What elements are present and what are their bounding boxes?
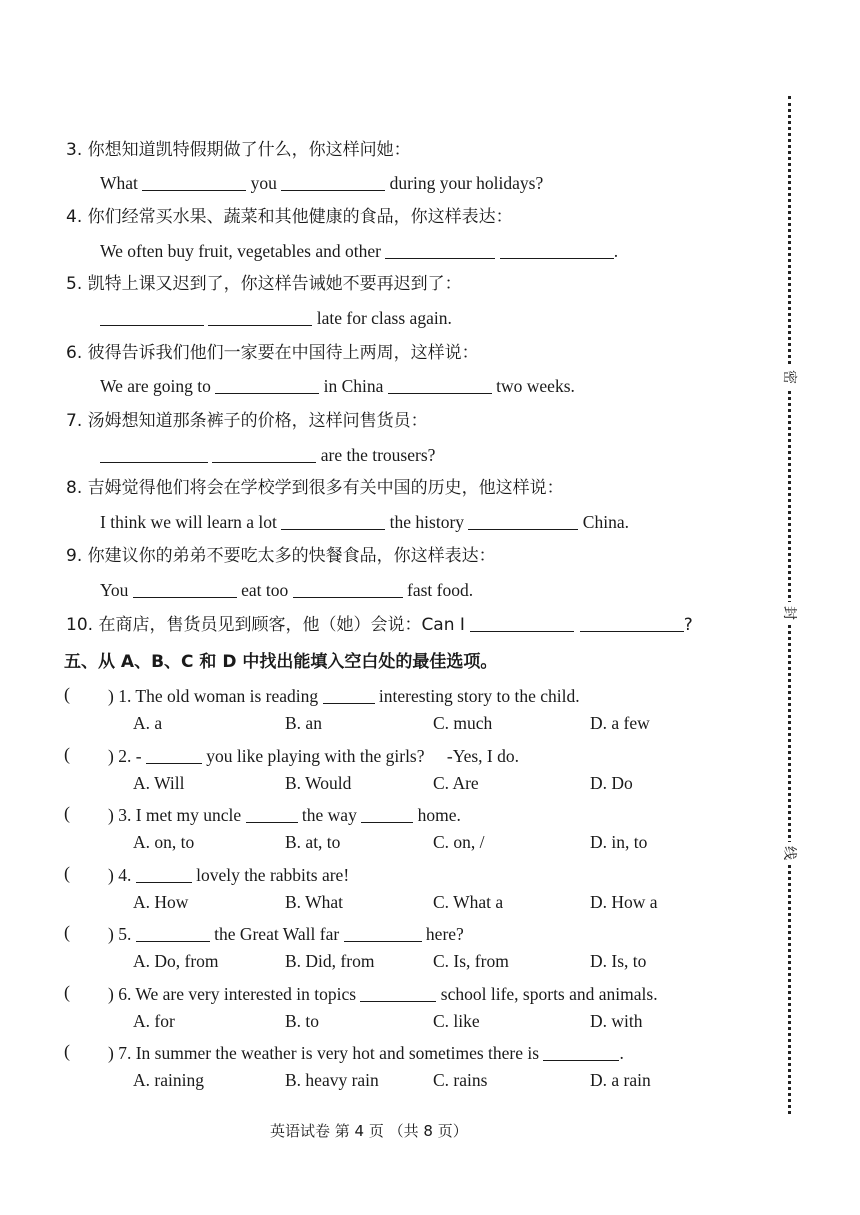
option-c[interactable]: C. Are: [433, 773, 479, 793]
mc-stem-a: 3. I met my uncle: [118, 805, 242, 825]
mc-stem-b: interesting story to the child.: [378, 686, 580, 706]
mc-blank-2[interactable]: [361, 806, 413, 823]
mc-stem-a: 4.: [118, 865, 132, 885]
q7-sentence: [100, 443, 435, 467]
q10-blank-1[interactable]: [470, 615, 574, 632]
q4-blank-1[interactable]: [385, 242, 495, 259]
q6-text-b: in China: [323, 376, 384, 396]
option-a[interactable]: A. on, to: [133, 832, 195, 852]
mc-blank-1[interactable]: [146, 747, 202, 764]
q3-text-c: during your holidays?: [389, 173, 544, 193]
q9-prompt: 9. 你建议你的弟弟不要吃太多的快餐食品，你这样表达：: [66, 546, 496, 566]
option-b[interactable]: B. to: [285, 1011, 320, 1031]
side-label-seal-2: 封: [778, 602, 800, 624]
answer-paren-open: (: [64, 922, 70, 942]
answer-paren-close: ): [108, 1043, 114, 1063]
answer-paren-close: ): [108, 686, 114, 706]
option-c[interactable]: C. on, /: [433, 832, 485, 852]
option-c[interactable]: C. rains: [433, 1070, 488, 1090]
option-a[interactable]: A. raining: [133, 1070, 204, 1090]
mc-question-2: [108, 744, 519, 768]
side-label-seal: 密: [778, 366, 800, 388]
option-d[interactable]: D. in, to: [590, 832, 648, 852]
mc-question-3: [108, 803, 461, 827]
option-c[interactable]: C. What a: [433, 892, 504, 912]
q10-prompt: [66, 613, 693, 637]
q7-blank-2[interactable]: [212, 446, 316, 463]
q6-blank-2[interactable]: [388, 377, 492, 394]
q8-blank-1[interactable]: [281, 513, 385, 530]
mc-stem-a: 1. The old woman is reading: [118, 686, 319, 706]
q4-sentence: [100, 239, 618, 263]
q4-text-a: We often buy fruit, vegetables and other: [100, 241, 381, 261]
q3-text-a: What: [100, 173, 138, 193]
answer-slot[interactable]: [76, 922, 106, 944]
mc-question-5: [108, 922, 464, 946]
option-d[interactable]: D. with: [590, 1011, 643, 1031]
mc-stem-b: the way: [301, 805, 357, 825]
answer-paren-open: (: [64, 684, 70, 704]
answer-slot[interactable]: [76, 863, 106, 885]
mc-question-4: [108, 863, 349, 887]
q5-prompt: 5. 凯特上课又迟到了，你这样告诫她不要再迟到了：: [66, 274, 462, 294]
mc-blank-1[interactable]: [136, 925, 210, 942]
option-c[interactable]: C. like: [433, 1011, 480, 1031]
q10-blank-2[interactable]: [580, 615, 684, 632]
option-b[interactable]: B. Did, from: [285, 951, 375, 971]
option-a[interactable]: A. How: [133, 892, 189, 912]
option-c[interactable]: C. much: [433, 713, 493, 733]
q4-prompt: 4. 你们经常买水果、蔬菜和其他健康的食品，你这样表达：: [66, 207, 513, 227]
q3-blank-1[interactable]: [142, 174, 246, 191]
answer-slot[interactable]: [76, 1041, 106, 1063]
option-b[interactable]: B. at, to: [285, 832, 341, 852]
option-d[interactable]: D. Is, to: [590, 951, 647, 971]
q8-text-c: China.: [582, 512, 629, 532]
mc-stem-b: lovely the rabbits are!: [196, 865, 350, 885]
q7-prompt: 7. 汤姆想知道那条裤子的价格，这样问售货员：: [66, 411, 428, 431]
answer-slot[interactable]: [76, 803, 106, 825]
q3-blank-2[interactable]: [281, 174, 385, 191]
section-five-title: 五、从 A、B、C 和 D 中找出能填入空白处的最佳选项。: [64, 652, 498, 672]
option-d[interactable]: D. a rain: [590, 1070, 651, 1090]
answer-paren-close: ): [108, 865, 114, 885]
q8-sentence: [100, 510, 629, 534]
mc-blank-1[interactable]: [360, 985, 436, 1002]
mc-stem-b: you like playing with the girls?: [206, 746, 425, 766]
answer-paren-close: ): [108, 984, 114, 1004]
option-b[interactable]: B. heavy rain: [285, 1070, 379, 1090]
answer-paren-open: (: [64, 803, 70, 823]
q8-text-a: I think we will learn a lot: [100, 512, 277, 532]
answer-slot[interactable]: [76, 684, 106, 706]
q4-text-b: .: [613, 241, 619, 261]
q3-prompt: 3. 你想知道凯特假期做了什么，你这样问她：: [66, 140, 411, 160]
option-b[interactable]: B. What: [285, 892, 344, 912]
mc-stem-b: the Great Wall far: [214, 924, 340, 944]
option-a[interactable]: A. Will: [133, 773, 185, 793]
option-a[interactable]: A. for: [133, 1011, 175, 1031]
q4-blank-2[interactable]: [500, 242, 614, 259]
q10-text: 10. 在商店，售货员见到顾客，他（她）会说：Can I: [66, 615, 465, 635]
side-label-line: 线: [778, 842, 800, 864]
q9-text-a: You: [100, 580, 129, 600]
q7-text-a: are the trousers?: [320, 445, 436, 465]
mc-question-6: [108, 982, 658, 1006]
mc-blank-1[interactable]: [136, 866, 192, 883]
q5-blank-2[interactable]: [208, 309, 312, 326]
option-a[interactable]: A. a: [133, 713, 163, 733]
q6-prompt: 6. 彼得告诉我们他们一家要在中国待上两周，这样说：: [66, 343, 479, 363]
mc-blank-1[interactable]: [246, 806, 298, 823]
mc-stem-b: .: [619, 1043, 624, 1063]
mc-stem-a: 6. We are very interested in topics: [118, 984, 357, 1004]
q8-text-b: the history: [389, 512, 465, 532]
answer-slot[interactable]: [76, 982, 106, 1004]
page-footer: 英语试卷 第 4 页 （共 8 页）: [270, 1122, 468, 1140]
option-c[interactable]: C. Is, from: [433, 951, 509, 971]
q3-sentence: [100, 171, 543, 195]
mc-stem-b: school life, sports and animals.: [440, 984, 658, 1004]
answer-slot[interactable]: [76, 744, 106, 766]
mc-question-7: [108, 1041, 624, 1065]
mc-stem-a: 2. -: [118, 746, 142, 766]
q8-blank-2[interactable]: [468, 513, 578, 530]
option-a[interactable]: A. Do, from: [133, 951, 219, 971]
q10-end: ?: [683, 615, 693, 635]
mc-stem-a: 5.: [118, 924, 132, 944]
mc-blank-2[interactable]: [344, 925, 422, 942]
mc-blank-1[interactable]: [323, 687, 375, 704]
q9-blank-1[interactable]: [133, 581, 237, 598]
option-d[interactable]: D. How a: [590, 892, 658, 912]
q6-text-c: two weeks.: [496, 376, 575, 396]
option-d[interactable]: D. a few: [590, 713, 650, 733]
q9-text-b: eat too: [241, 580, 289, 600]
q6-sentence: [100, 374, 575, 398]
q5-text-a: late for class again.: [316, 308, 452, 328]
q6-text-a: We are going to: [100, 376, 211, 396]
answer-paren-open: (: [64, 1041, 70, 1061]
option-b[interactable]: B. an: [285, 713, 322, 733]
q5-sentence: [100, 306, 452, 330]
answer-paren-open: (: [64, 744, 70, 764]
option-d[interactable]: D. Do: [590, 773, 633, 793]
q6-blank-1[interactable]: [215, 377, 319, 394]
mc-stem-c: -Yes, I do.: [446, 746, 520, 766]
mc-question-1: [108, 684, 580, 708]
mc-stem-c: home.: [417, 805, 461, 825]
q5-blank-1[interactable]: [100, 309, 204, 326]
q9-blank-2[interactable]: [293, 581, 403, 598]
mc-blank-1[interactable]: [543, 1044, 619, 1061]
mc-stem-a: 7. In summer the weather is very hot and sometimes there is: [118, 1043, 540, 1063]
q9-text-c: fast food.: [407, 580, 474, 600]
mc-stem-c: here?: [425, 924, 464, 944]
answer-paren-open: (: [64, 982, 70, 1002]
answer-paren-open: (: [64, 863, 70, 883]
answer-paren-close: ): [108, 746, 114, 766]
answer-paren-close: ): [108, 924, 114, 944]
q9-sentence: [100, 578, 473, 602]
answer-paren-close: ): [108, 805, 114, 825]
q8-prompt: 8. 吉姆觉得他们将会在学校学到很多有关中国的历史，他这样说：: [66, 478, 564, 498]
q3-text-b: you: [250, 173, 277, 193]
q7-blank-1[interactable]: [100, 446, 208, 463]
option-b[interactable]: B. Would: [285, 773, 352, 793]
